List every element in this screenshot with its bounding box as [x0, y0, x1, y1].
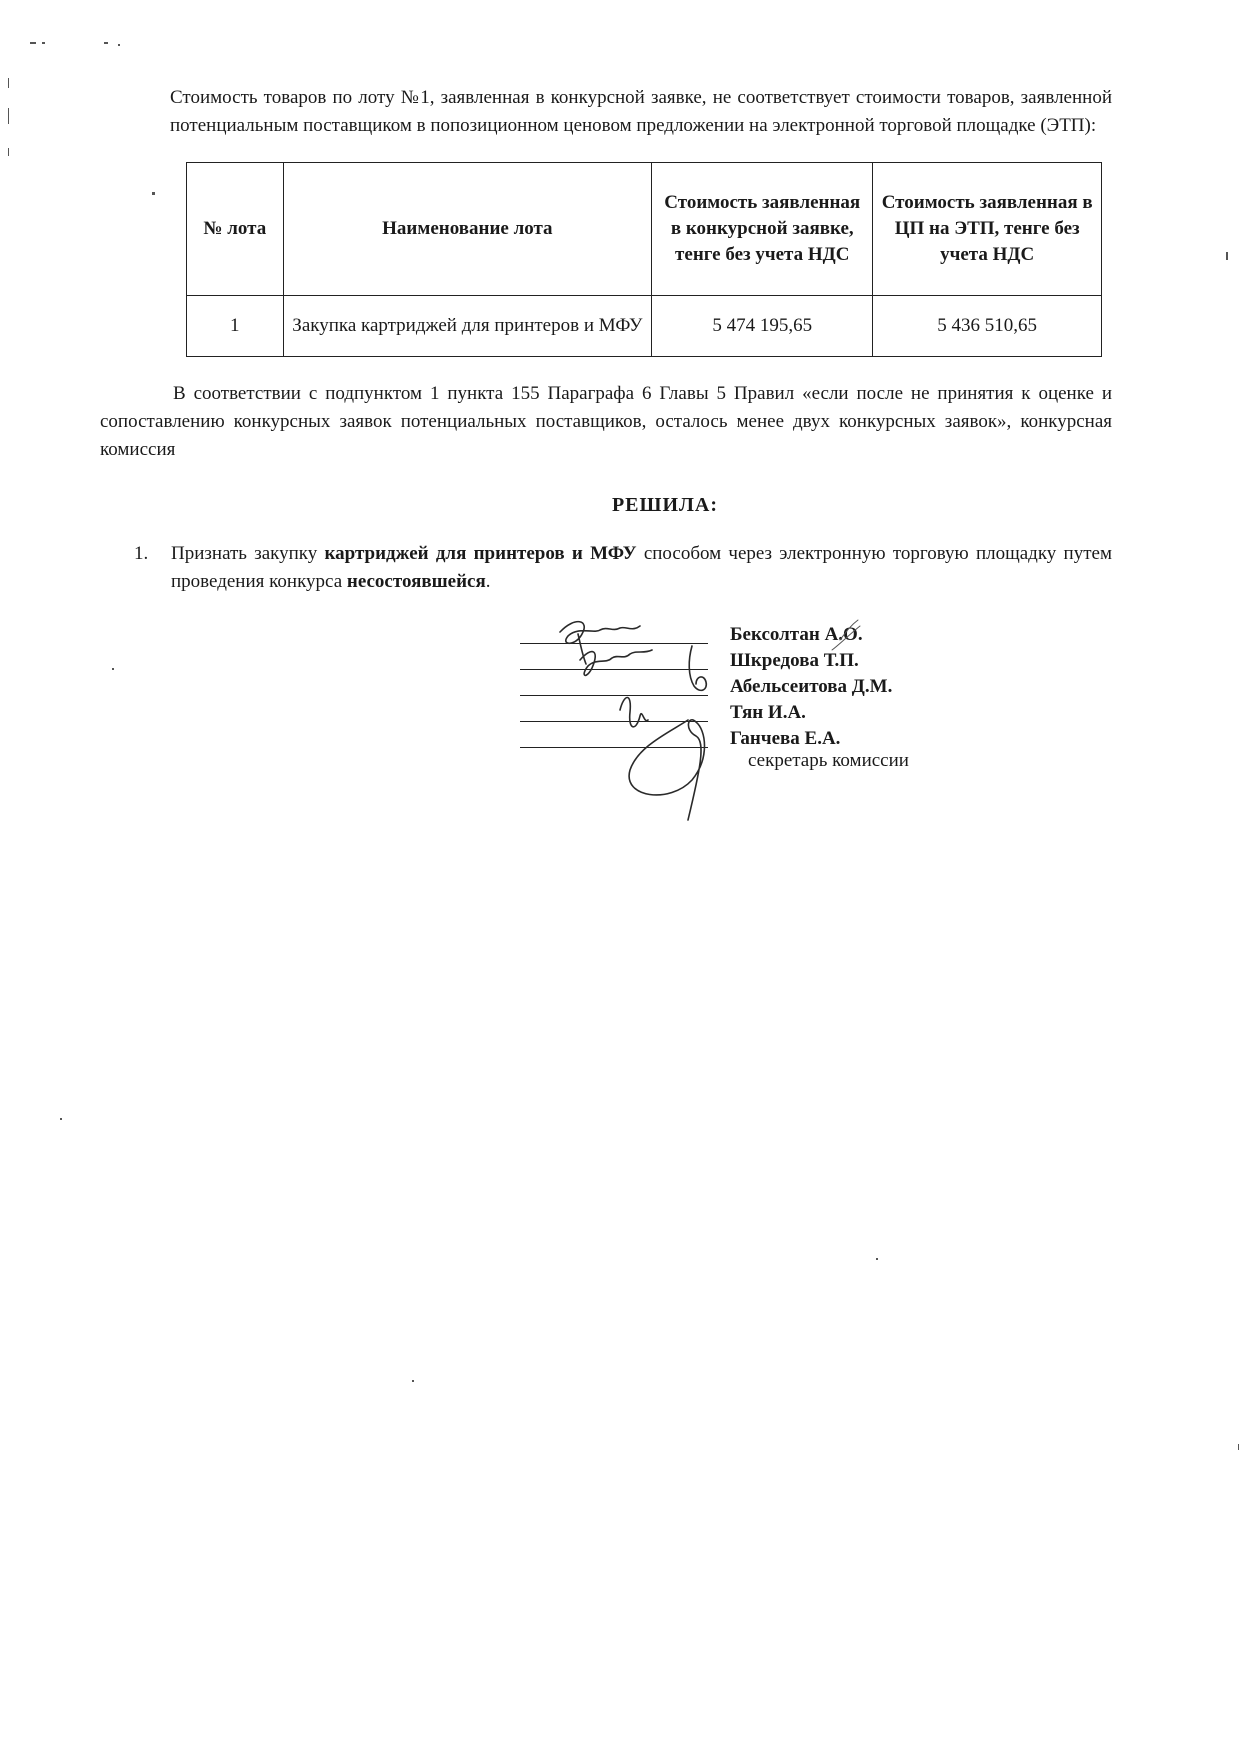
- signatory-name: Абельсеитова Д.М.: [730, 676, 893, 697]
- secretary-role: секретарь комиссии: [748, 750, 909, 771]
- cell-lot-name: Закупка картриджей для принтеров и МФУ: [283, 296, 652, 357]
- decision-item-number: 1.: [134, 543, 149, 564]
- decision-text-2: способом через электронную торговую площадку путем проведения конкурса: [171, 543, 1112, 592]
- cell-lot-number: 1: [187, 296, 284, 357]
- decision-text-3: .: [485, 571, 491, 592]
- decision-heading: РЕШИЛА:: [611, 494, 719, 516]
- signatory-name: Тян И.А.: [730, 702, 806, 723]
- header-lot-name: Наименование лота: [283, 163, 652, 296]
- cell-bid-cost: 5 474 195,65: [652, 296, 873, 357]
- header-bid-cost: Стоимость заявленная в конкурсной заявке, тенге без учета НДС: [652, 163, 873, 296]
- intro-paragraph: Стоимость товаров по лоту №1, заявленная в конкурсной заявке, не соответствует стоимости товаров, заявленной потенциальным поставщиком в попозиционном ценовом предложении на электронной торговой площадке (ЭТП):: [170, 87, 1112, 136]
- cell-etp-cost: 5 436 510,65: [873, 296, 1102, 357]
- decision-text-1: Признать закупку: [171, 543, 325, 564]
- signatory-name: Шкредова Т.П.: [730, 650, 859, 671]
- signatory-name: Ганчева Е.А.: [730, 728, 841, 749]
- decision-bold-subject: картриджей для принтеров и МФУ: [324, 543, 637, 564]
- legal-basis-paragraph: В соответствии с подпунктом 1 пункта 155 Параграфа 6 Главы 5 Правил «если после не принятия к оценке и сопоставлению конкурсных заявок потенциальных поставщиков, осталось менее двух конкурсных заявок», конкурсная комиссия: [100, 383, 1112, 460]
- decision-bold-result: несостоявшейся: [346, 571, 486, 592]
- header-etp-cost: Стоимость заявленная в ЦП на ЭТП, тенге без учета НДС: [873, 163, 1102, 296]
- signatory-name: Бексолтан А.О.: [730, 624, 863, 645]
- header-lot-number: № лота: [187, 163, 284, 296]
